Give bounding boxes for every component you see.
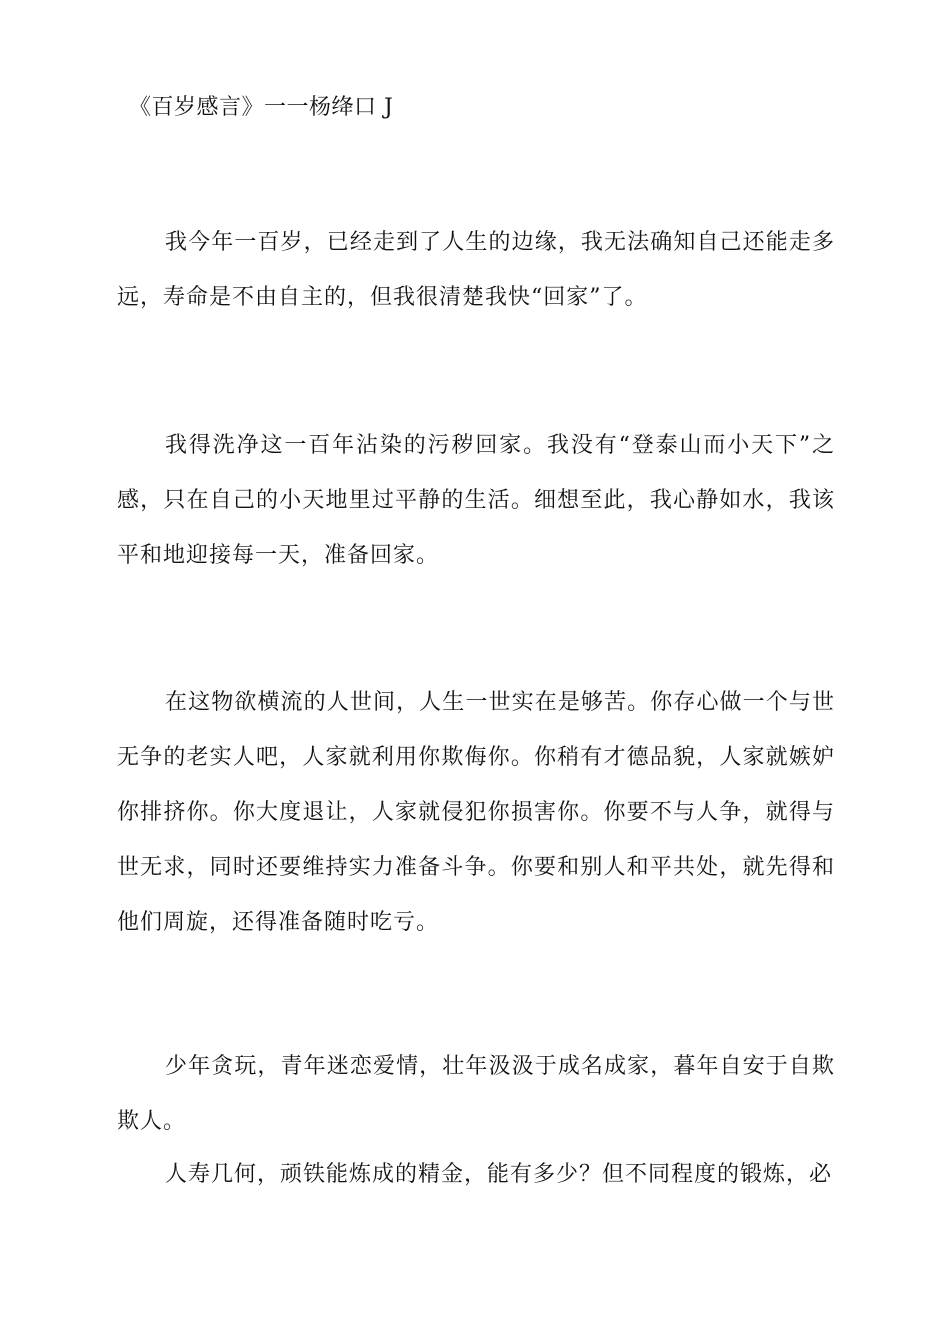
document-title: 《百岁感言》一一杨绛口 J	[129, 95, 394, 120]
paragraph-5: 人寿几何，顽铁能炼成的精金，能有多少？但不同程度的锻炼，必	[165, 1162, 833, 1187]
paragraph-3: 在这物欲横流的人世间，人生一世实在是够苦。你存心做一个与世无争的老实人吧，人家就利用你欺侮你。你稍有才德品貌，人家就嫉妒你排挤你。你大度退让，人家就侵犯你损害你。你要不与人争，就得与世无求，同时还要维持实力准备斗争。你要和别人和平共处，就先得和他们周旋，还得准备随时吃亏。	[117, 690, 835, 935]
paragraph-2: 我得洗净这一百年沾染的污秽回家。我没有“登泰山而小天下”之感，只在自己的小天地里过平静的生活。细想至此，我心静如水，我该平和地迎接每一天，准备回家。	[117, 433, 835, 568]
paragraph-1: 我今年一百岁，已经走到了人生的边缘，我无法确知自己还能走多远，寿命是不由自主的，但我很清楚我快“回家”了。	[117, 230, 835, 310]
paragraph-4: 少年贪玩，青年迷恋爱情，壮年汲汲于成名成家，暮年自安于自欺欺人。	[117, 1054, 835, 1134]
